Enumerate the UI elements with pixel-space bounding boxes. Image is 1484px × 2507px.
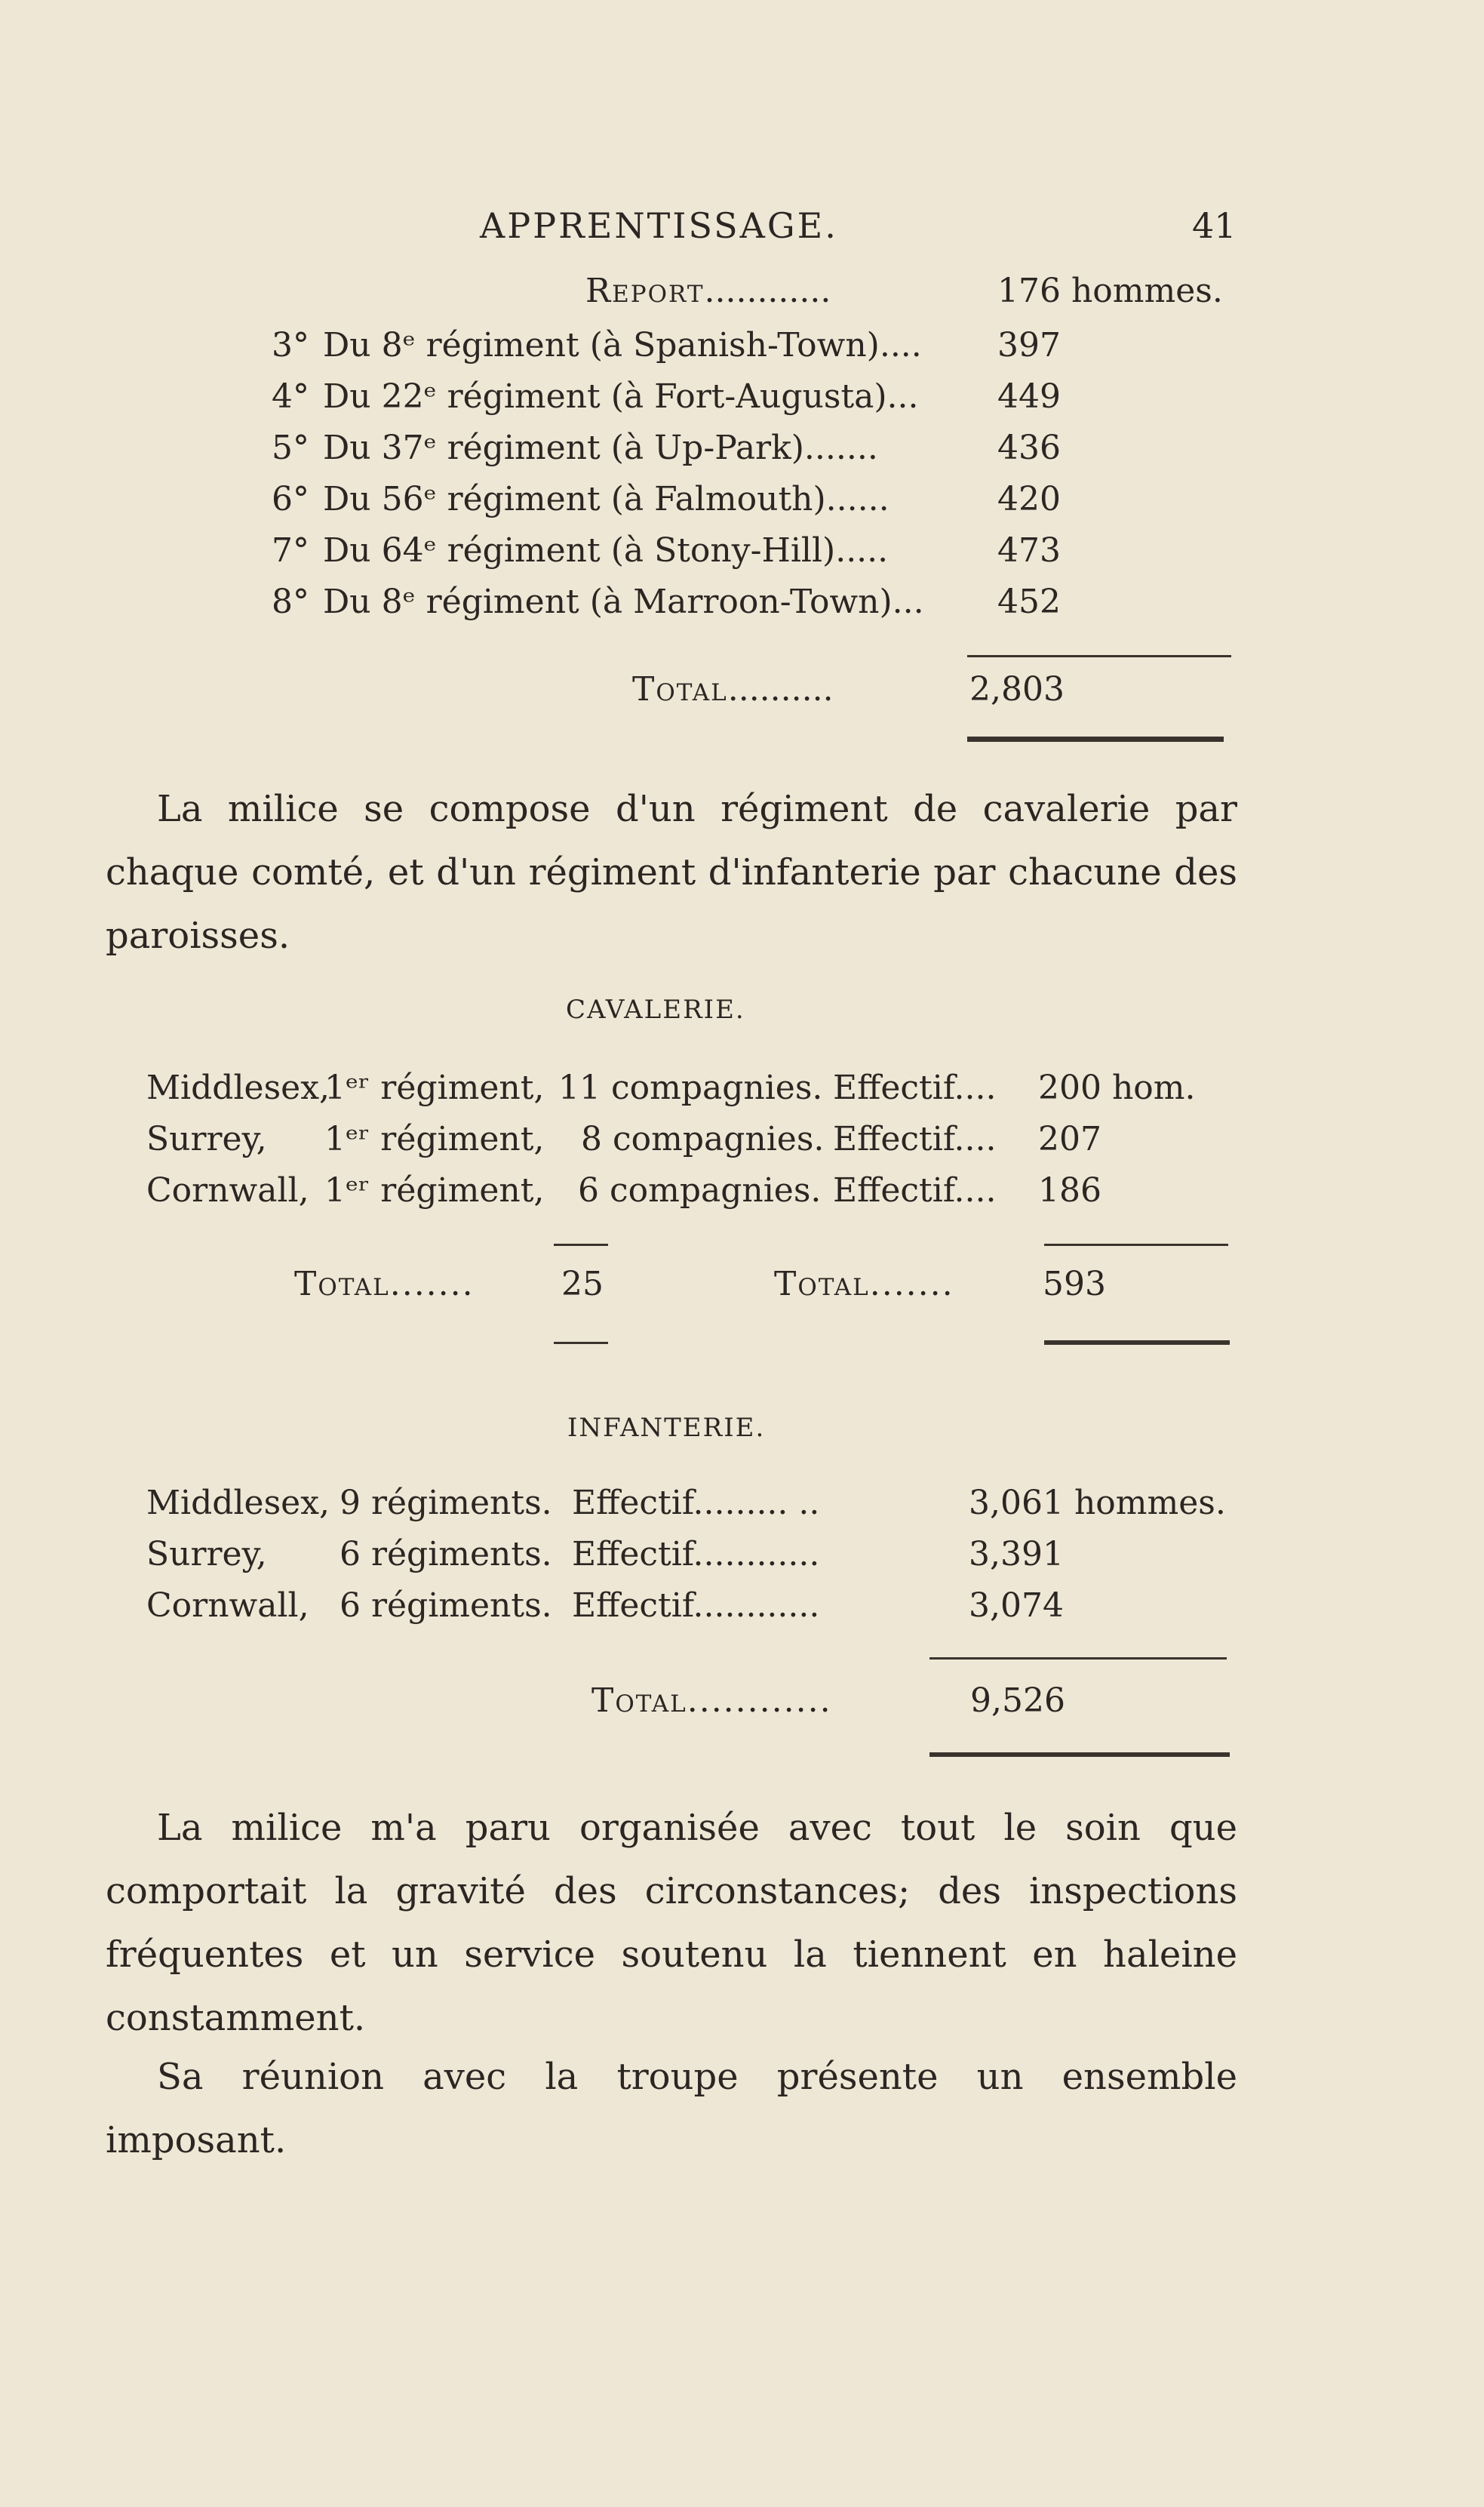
- divider-rule: [554, 1342, 608, 1344]
- regiment-row-text: Du 64ᵉ régiment (à Stony-Hill).....: [323, 531, 889, 570]
- regiment-row-value: 397: [997, 326, 1061, 365]
- cav-total-left: [294, 1265, 475, 1303]
- paragraph: Sa réunion avec la troupe présente un ensemble imposant.: [106, 2056, 1237, 2161]
- divider-rule-heavy: [1044, 1340, 1230, 1345]
- cav-total-left-value: 25: [561, 1265, 604, 1303]
- total-label: Total.......: [774, 1265, 954, 1303]
- regiment-row-value: 452: [997, 583, 1061, 621]
- regiment-row-num: 4°: [272, 377, 309, 416]
- regiment-row-text: Du 56ᵉ régiment (à Falmouth)......: [323, 480, 889, 518]
- report-line: [585, 272, 831, 310]
- regiment-row-text: Du 37ᵉ régiment (à Up-Park).......: [323, 429, 878, 467]
- regiment-row-text: Du 8ᵉ régiment (à Spanish-Town)....: [323, 326, 922, 365]
- inf-county: Surrey,: [146, 1535, 267, 1573]
- inf-county: Middlesex,: [146, 1484, 330, 1522]
- divider-rule: [554, 1244, 608, 1246]
- paragraph: La milice se compose d'un régiment de cavalerie par chaque comté, et d'un régiment d'infanterie par chacune des paroisses.: [106, 788, 1237, 957]
- cav-effectif: Effectif....: [833, 1120, 997, 1158]
- regiment-row-text: Du 8ᵉ régiment (à Marroon-Town)...: [323, 583, 924, 621]
- inf-county: Cornwall,: [146, 1586, 309, 1625]
- regiment-row-value: 473: [997, 531, 1061, 570]
- section-heading-cavalerie: CAVALERIE.: [566, 995, 745, 1025]
- total-label: Total: [632, 670, 728, 709]
- cav-value: 186: [1038, 1171, 1101, 1210]
- regiments-total-value: 2,803: [969, 670, 1065, 709]
- regiments-total: [632, 670, 834, 709]
- cav-total-right-value: 593: [1043, 1265, 1106, 1303]
- divider-rule: [1044, 1244, 1228, 1246]
- total-dots: ..........: [727, 670, 834, 709]
- cav-regiment: 1ᵉʳ régiment,: [324, 1069, 545, 1107]
- inf-effectif: Effectif......... ..: [572, 1484, 820, 1522]
- inf-effectif: Effectif............: [572, 1586, 820, 1625]
- report-dots: ............: [704, 272, 831, 310]
- regiment-row-num: 6°: [272, 480, 309, 518]
- inf-total: [591, 1681, 832, 1720]
- cav-regiment: 1ᵉʳ régiment,: [324, 1120, 545, 1158]
- cav-county: Cornwall,: [146, 1171, 309, 1210]
- divider-rule-heavy: [967, 737, 1224, 742]
- regiment-row-value: 449: [997, 377, 1061, 416]
- regiment-row-value: 436: [997, 429, 1061, 467]
- cav-county: Surrey,: [146, 1120, 267, 1158]
- divider-rule: [929, 1657, 1227, 1660]
- inf-total-value: 9,526: [970, 1681, 1065, 1720]
- regiment-row-num: 7°: [272, 531, 309, 570]
- total-label: Total............: [591, 1681, 832, 1720]
- inf-effectif: Effectif............: [572, 1535, 820, 1573]
- cav-companies: 6 compagnies.: [578, 1171, 822, 1210]
- regiment-row-num: 5°: [272, 429, 309, 467]
- divider-rule-heavy: [929, 1752, 1230, 1757]
- section-heading-infanterie: INFANTERIE.: [567, 1413, 766, 1443]
- page-number: 41: [1192, 205, 1237, 246]
- cav-regiment: 1ᵉʳ régiment,: [324, 1171, 545, 1210]
- regiment-row-num: 3°: [272, 326, 309, 365]
- running-head-title: APPRENTISSAGE.: [480, 205, 838, 246]
- report-value: 176 hommes.: [997, 272, 1223, 310]
- report-label: Report: [585, 272, 705, 310]
- cav-value: 200 hom.: [1038, 1069, 1196, 1107]
- inf-value: 3,061 hommes.: [969, 1484, 1226, 1522]
- cav-effectif: Effectif....: [833, 1171, 997, 1210]
- inf-regiments: 6 régiments.: [340, 1535, 552, 1573]
- inf-value: 3,391: [969, 1535, 1064, 1573]
- cav-total-right: [774, 1265, 954, 1303]
- cav-effectif: Effectif....: [833, 1069, 997, 1107]
- inf-regiments: 9 régiments.: [340, 1484, 552, 1522]
- cav-companies: 8 compagnies.: [581, 1120, 825, 1158]
- divider-rule: [967, 655, 1231, 657]
- cav-county: Middlesex,: [146, 1069, 330, 1107]
- paragraph: La milice m'a paru organisée avec tout le soin que comportait la gravité des circonstances; des inspections fréquentes et un service soutenu la tiennent en haleine constamment.: [106, 1807, 1237, 2039]
- total-label: Total.......: [294, 1265, 475, 1303]
- inf-value: 3,074: [969, 1586, 1064, 1625]
- regiment-row-num: 8°: [272, 583, 309, 621]
- inf-regiments: 6 régiments.: [340, 1586, 552, 1625]
- regiment-row-value: 420: [997, 480, 1061, 518]
- regiment-row-text: Du 22ᵉ régiment (à Fort-Augusta)...: [323, 377, 919, 416]
- cav-companies: 11 compagnies.: [558, 1069, 823, 1107]
- cav-value: 207: [1038, 1120, 1101, 1158]
